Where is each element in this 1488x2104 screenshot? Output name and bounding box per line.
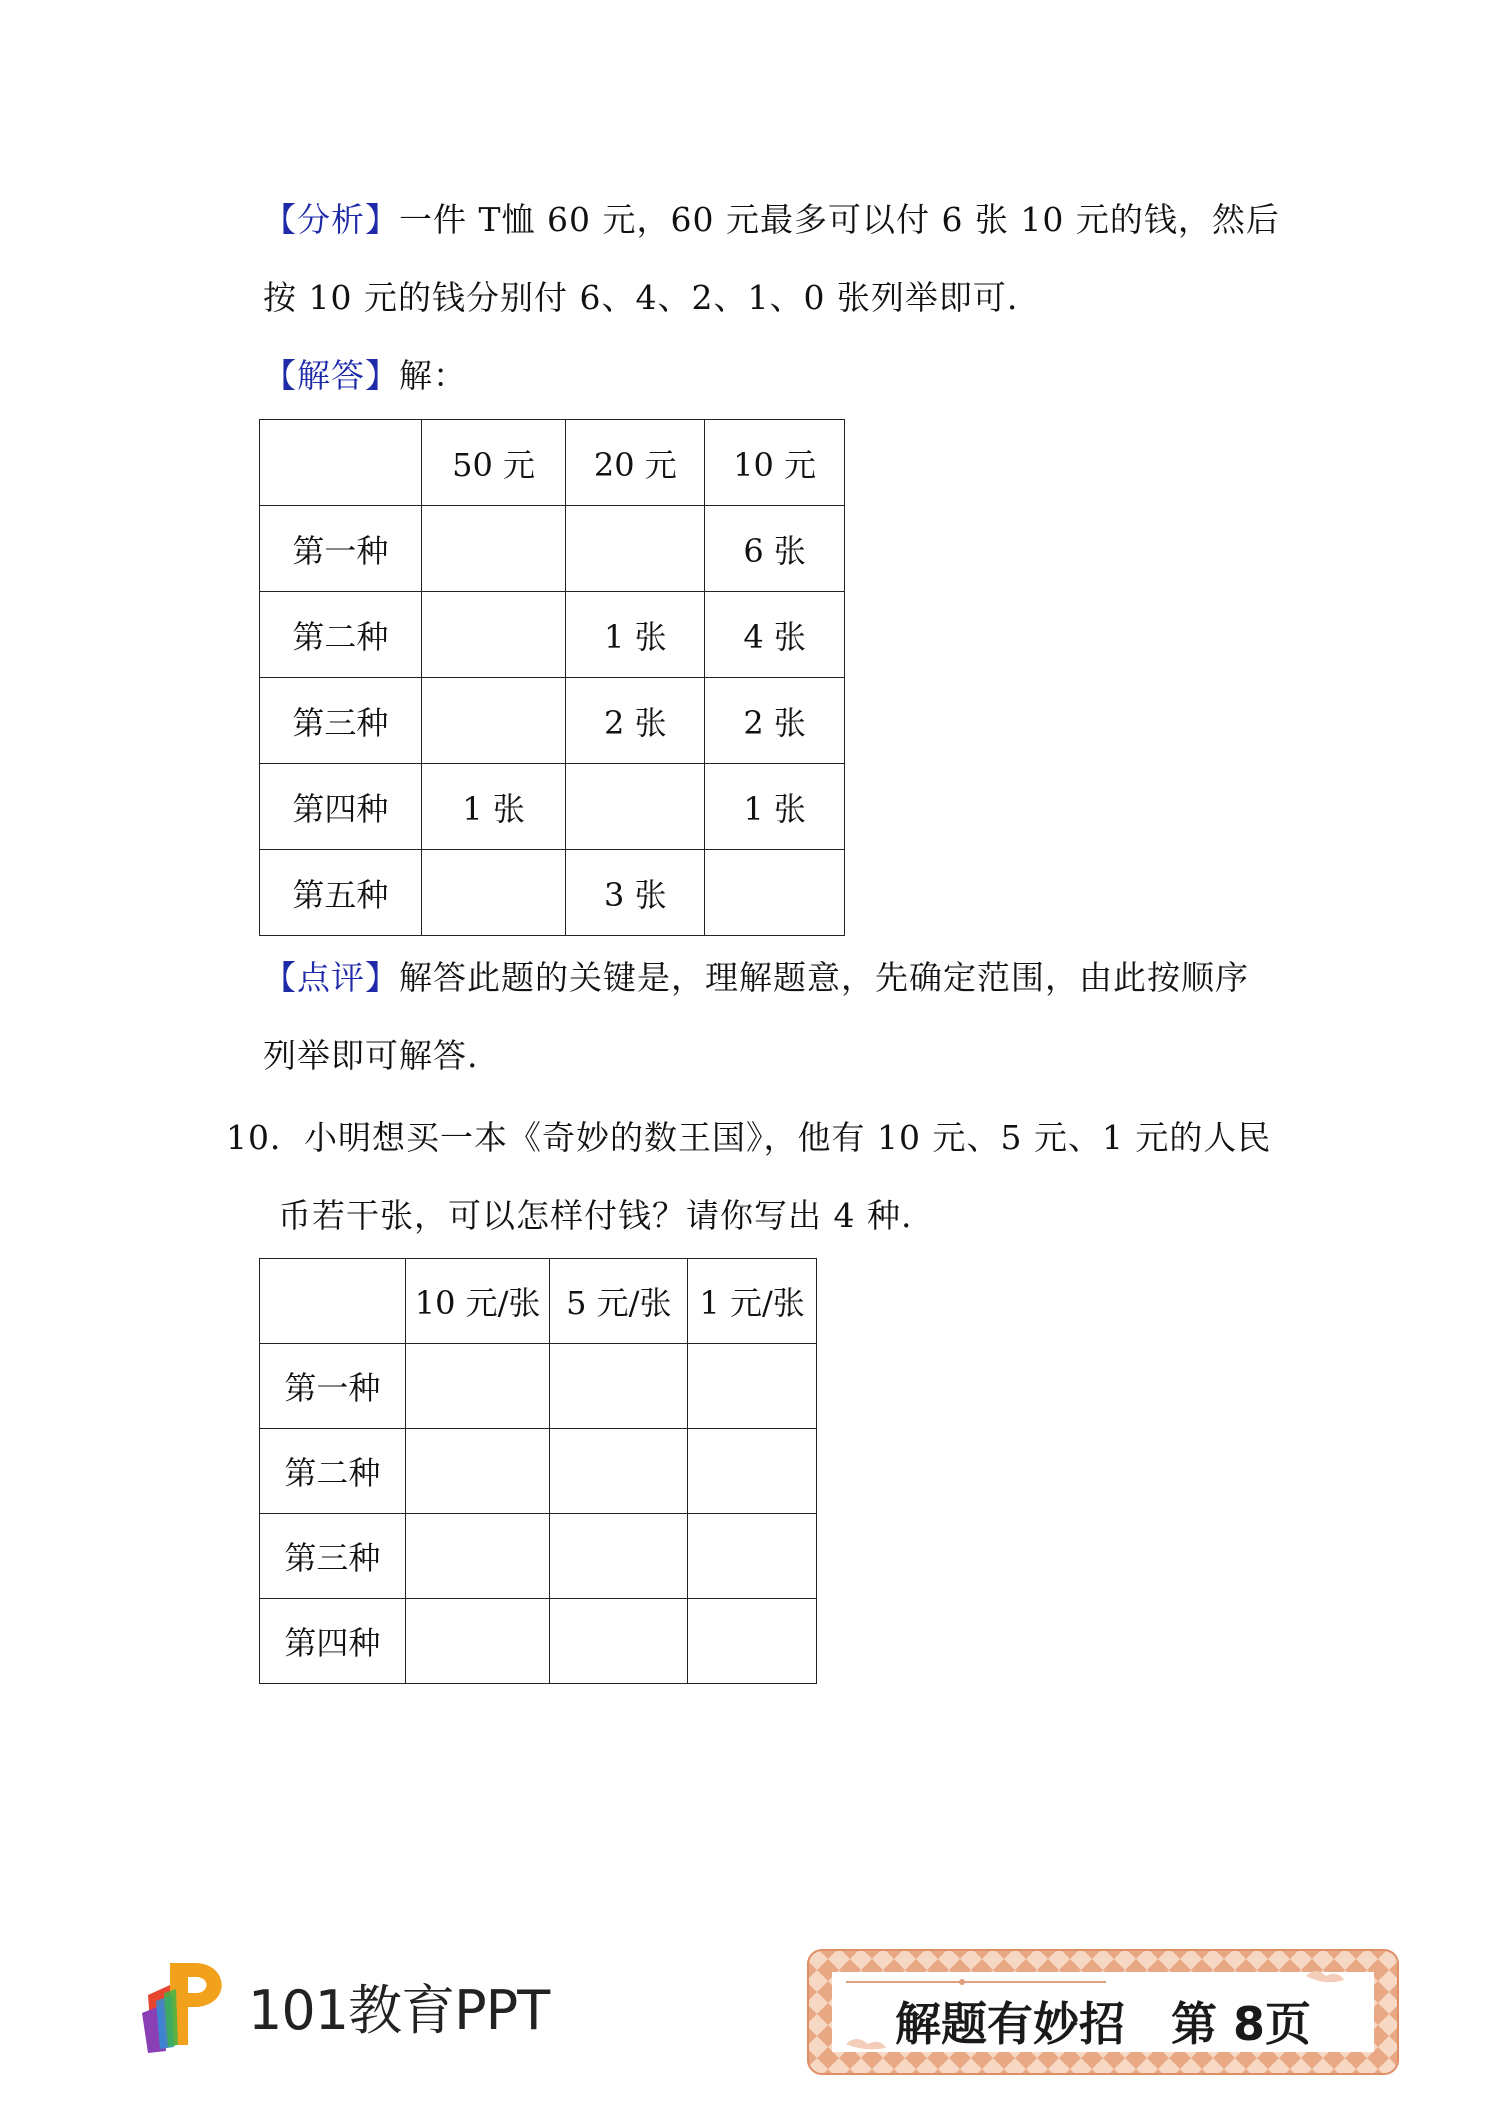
answer-text: 解： [399,356,467,395]
table-header-cell: 5 元/张 [550,1259,688,1344]
table-cell: 4 张 [705,592,845,678]
table-header-cell: 20 元 [566,420,705,506]
question-10-line-2: 币若干张，可以怎样付钱？请你写出 4 种. [278,1196,913,1235]
table-row [260,1599,817,1684]
question-table [259,1258,817,1684]
table-header-row [260,1259,817,1344]
table-row [260,1429,817,1514]
table-cell [405,1599,550,1684]
table-row [260,850,845,936]
table-header-cell: 10 元 [705,420,845,506]
table-row [260,592,845,678]
table-cell [421,592,566,678]
comment-line-2: 列举即可解答. [263,1036,479,1075]
table-cell: 1 张 [421,764,566,850]
table-row [260,1344,817,1429]
table-cell [550,1514,688,1599]
table-header-cell: 1 元/张 [688,1259,817,1344]
answer-tag: 【解答】 [263,356,399,395]
table-header-cell [260,1259,406,1344]
comment-text-1: 解答此题的关键是，理解题意，先确定范围，由此按顺序 [399,958,1249,997]
table-cell [550,1344,688,1429]
table-header-row [260,420,845,506]
table-cell [688,1344,817,1429]
table-row [260,506,845,592]
table-cell: 2 张 [566,678,705,764]
table-header-cell: 10 元/张 [405,1259,550,1344]
table-row [260,764,845,850]
p-logo-icon [140,1955,250,2055]
table-cell [705,850,845,936]
table-cell: 6 张 [705,506,845,592]
row-label-cell: 第五种 [260,850,422,936]
row-label-cell: 第四种 [260,1599,406,1684]
row-label-cell: 第一种 [260,1344,406,1429]
analysis-text-1: 一件 T恤 60 元，60 元最多可以付 6 张 10 元的钱，然后 [399,200,1280,239]
table-header-cell [260,420,422,506]
table-cell [688,1429,817,1514]
analysis-tag: 【分析】 [263,200,399,239]
analysis-line-2: 按 10 元的钱分别付 6、4、2、1、0 张列举即可. [263,278,1019,317]
row-label-cell: 第三种 [260,678,422,764]
row-label-cell: 第二种 [260,592,422,678]
row-label-cell: 第一种 [260,506,422,592]
table-row [260,678,845,764]
row-label-cell: 第四种 [260,764,422,850]
table-cell [550,1429,688,1514]
table-cell [405,1429,550,1514]
table-cell [405,1344,550,1429]
table-cell [421,678,566,764]
comment-tag: 【点评】 [263,958,399,997]
table-header-cell: 50 元 [421,420,566,506]
table-cell [405,1514,550,1599]
comment-line-1 [263,958,1249,998]
table-cell [688,1514,817,1599]
table-cell: 1 张 [705,764,845,850]
table-cell [566,506,705,592]
row-label-cell: 第三种 [260,1514,406,1599]
table-cell [421,850,566,936]
answer-line [263,356,467,396]
table-cell: 3 张 [566,850,705,936]
table-cell [421,506,566,592]
table-cell: 1 张 [566,592,705,678]
table-cell: 2 张 [705,678,845,764]
table-cell [688,1599,817,1684]
row-label-cell: 第二种 [260,1429,406,1514]
page-badge-text: 解题有妙招 第 8页 [894,1997,1312,2051]
table-row [260,1514,817,1599]
answer-table [259,419,845,936]
logo-text: 101教育PPT [248,1979,550,2042]
table-cell [550,1599,688,1684]
question-10-line-1: 10．小明想买一本《奇妙的数王国》，他有 10 元、5 元、1 元的人民 [226,1118,1272,1157]
table-cell [566,764,705,850]
analysis-line-1 [263,200,1280,240]
